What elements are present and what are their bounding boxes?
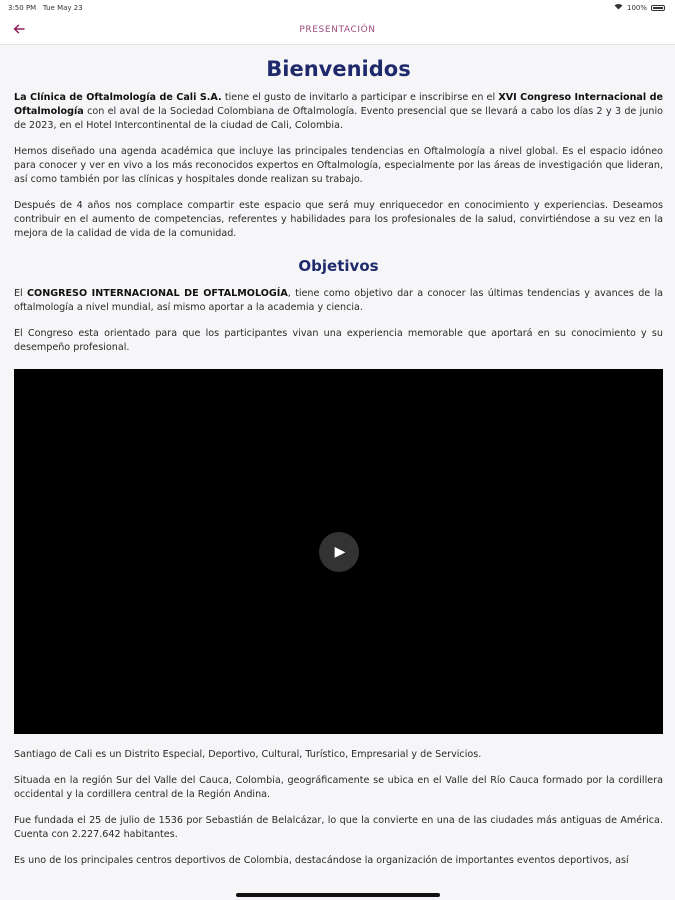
page-title: PRESENTACIÓN [299,25,376,35]
play-icon: ▶ [334,543,346,560]
welcome-heading: Bienvenidos [266,57,411,81]
top-nav-bar [0,16,675,45]
congress-name: XVI Congreso Internacional de Oftalmología [14,92,663,117]
city-paragraph-4: Es uno de los principales centros deportivos de Colombia, destacándose la organización de importantes eventos deportivos, así [14,855,629,866]
battery-percent: 100% [626,3,647,12]
city-paragraph-1: Santiago de Cali es un Distrito Especial, Deportivo, Cultural, Turístico, Empresarial y de Servicios. [14,749,482,760]
objectives-heading: Objetivos [298,257,379,275]
welcome-paragraph-1: La Clínica de Oftalmología de Cali S.A. tiene el gusto de invitarlo a participar e inscribirse en el XVI Congreso Internacional de Oftalmología con el aval de la Sociedad Colombiana de Oftalmología. Evento presencial que se llevará a cabo los días 2 y 3 de junio de 2023, en el Hotel Intercontinental de la ciudad de Cali, Colombia. [14,92,663,131]
video-player[interactable] [14,369,663,734]
play-button[interactable] [319,532,359,572]
welcome-paragraph-3: Después de 4 años nos complace compartir este espacio que será muy enriquecedor en conocimiento y experiencias. Deseamos contribuir en el aumento de competencias, referentes y habilidades para los profesionales de la salud, convirtiéndose a su vez en la mejora de la calidad de vida de la comunidad. [14,200,663,239]
congress-name-caps: CONGRESO INTERNACIONAL DE OFTALMOLOGÍA [27,288,288,299]
status-time: 3:50 PM Tue May 23 [8,4,83,12]
city-paragraph-2: Situada en la región Sur del Valle del Cauca, Colombia, geográficamente se ubica en el Valle del Río Cauca formado por la cordillera occidental y la cordillera central de la Región Andina. [14,775,663,800]
city-paragraph-3: Fue fundada el 25 de julio de 1536 por Sebastián de Belalcázar, lo que la convierte en una de las ciudades más antiguas de América. Cuenta con 2.227.642 habitantes. [14,815,663,840]
home-indicator[interactable] [236,893,440,897]
objectives-paragraph-2: El Congreso esta orientado para que los participantes vivan una experiencia memorable que aportará en su conocimiento y su desempeño profesional. [14,328,663,353]
status-bar [0,0,675,16]
objectives-paragraph-1: El CONGRESO INTERNACIONAL DE OFTALMOLOGÍA, tiene como objetivo dar a conocer las últimas tendencias y avances de la oftalmología a nivel mundial, así mismo aportar a la academia y ciencia. [14,288,663,313]
clinic-name: La Clínica de Oftalmología de Cali S.A. [14,92,222,103]
wifi-icon [614,3,623,12]
status-indicators [614,3,665,12]
presentation-content[interactable] [14,44,663,900]
welcome-paragraph-2: Hemos diseñado una agenda académica que incluye las principales tendencias en Oftalmología a nivel global. Es el espacio idóneo para conocer y ver en vivo a los más reconocidos expertos en Oftalmología, especialmente por las áreas de investigación que lideran, así como también por las clínicas y hospitales donde realizan su trabajo. [14,146,663,185]
battery-icon [651,5,665,11]
